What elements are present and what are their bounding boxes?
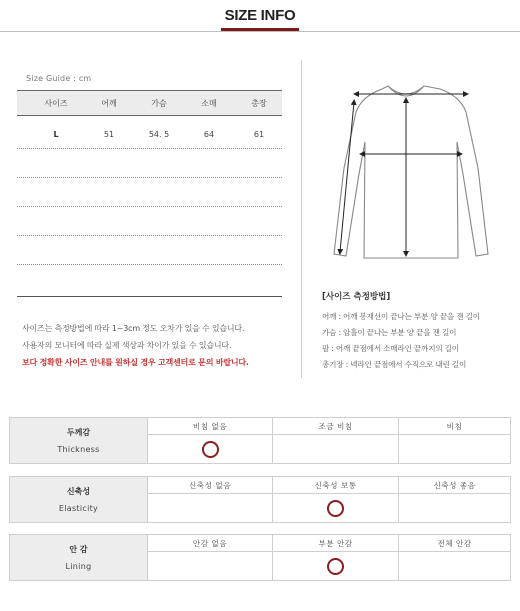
option-cell	[272, 435, 398, 463]
option-label: 신축성 보통	[272, 477, 398, 494]
table-row	[17, 149, 282, 178]
section-divider	[301, 60, 302, 378]
spec-thickness	[9, 417, 511, 464]
table-row	[17, 236, 282, 265]
method-length: 총기장 : 넥라인 끝점에서 수직으로 내린 길이	[322, 360, 467, 369]
header-divider	[0, 31, 520, 32]
spec-label-en: Thickness	[57, 445, 100, 454]
option-cell	[147, 435, 272, 463]
method-chest: 가슴 : 암홀이 끝나는 부분 양 끝을 잰 길이	[322, 328, 457, 337]
option-cell	[398, 552, 510, 580]
note-tolerance: 사이즈는 측정방법에 따라 1~3cm 정도 오차가 있을 수 있습니다.	[22, 324, 245, 333]
cell-chest: 54. 5	[148, 129, 170, 139]
measure-method-title: [사이즈 측정방법]	[322, 292, 391, 302]
spec-label-ko: 신축성	[66, 487, 91, 496]
col-size: 사이즈	[44, 98, 68, 108]
cell-size: L	[53, 129, 59, 139]
method-shoulder: 어깨 : 어깨 봉재선이 끝나는 부분 양 끝을 잰 길이	[322, 312, 480, 321]
col-chest: 가슴	[151, 98, 167, 108]
cell-length: 61	[253, 129, 265, 139]
table-row	[17, 207, 282, 236]
spec-label-en: Elasticity	[58, 504, 99, 513]
table-row	[17, 120, 282, 149]
option-label: 안감 없음	[147, 535, 272, 552]
col-length: 총장	[251, 98, 267, 108]
spec-label-en: Lining	[65, 562, 92, 571]
page-title: SIZE INFO	[224, 7, 296, 24]
option-label: 부분 안감	[272, 535, 398, 552]
circle-icon	[327, 558, 344, 575]
option-label: 비침 없음	[147, 418, 272, 435]
option-label: 전체 안감	[398, 535, 510, 552]
cell-sleeve: 64	[203, 129, 215, 139]
shirt-outline	[334, 86, 488, 258]
spec-label	[10, 477, 147, 522]
sleeve-arrow	[340, 102, 354, 252]
table-row	[17, 178, 282, 207]
shirt-measure-diagram	[318, 76, 510, 262]
spec-elasticity	[9, 476, 511, 523]
table-bottom-rule	[17, 296, 282, 297]
circle-icon	[202, 441, 219, 458]
option-label: 신축성 없음	[147, 477, 272, 494]
method-sleeve: 팔 : 어깨 끝점에서 소매라인 끝까지의 길이	[322, 344, 459, 353]
size-guide-label: Size Guide : cm	[26, 74, 92, 83]
spec-label-ko: 안 감	[69, 545, 88, 554]
option-label: 비침	[398, 418, 510, 435]
option-cell	[147, 494, 272, 522]
option-cell	[272, 494, 398, 522]
spec-label-ko: 두께감	[66, 428, 91, 437]
spec-label	[10, 418, 147, 463]
col-shoulder: 어깨	[101, 98, 117, 108]
note-monitor: 사용자의 모니터에 따라 실제 색상과 차이가 있을 수 있습니다.	[22, 341, 232, 350]
cell-shoulder: 51	[103, 129, 115, 139]
option-cell	[147, 552, 272, 580]
col-sleeve: 소매	[201, 98, 217, 108]
option-label: 신축성 좋음	[398, 477, 510, 494]
option-cell	[398, 494, 510, 522]
option-cell	[272, 552, 398, 580]
circle-icon	[327, 500, 344, 517]
option-cell	[398, 435, 510, 463]
spec-lining	[9, 534, 511, 581]
spec-label	[10, 535, 147, 580]
option-label: 조금 비침	[272, 418, 398, 435]
note-contact: 보다 정확한 사이즈 안내를 원하실 경우 고객센터로 문의 바랍니다.	[22, 358, 249, 367]
size-table-header	[17, 90, 282, 116]
